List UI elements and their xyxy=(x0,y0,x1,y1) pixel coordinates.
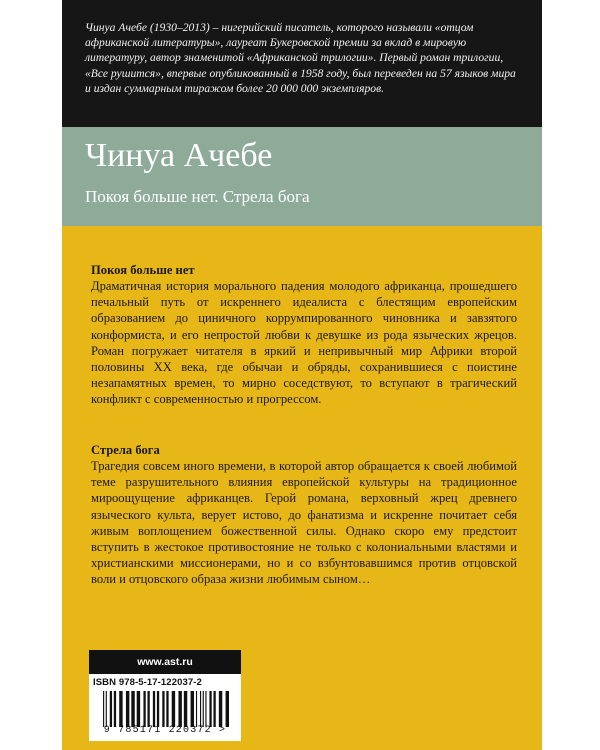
barcode-bar xyxy=(137,691,140,727)
barcode-bar xyxy=(162,691,164,727)
barcode-bar xyxy=(200,691,201,727)
isbn-text: ISBN 978-5-17-122037-2 xyxy=(93,677,202,688)
annotation-band xyxy=(62,226,542,750)
barcode-bar xyxy=(119,691,122,727)
barcode-bar xyxy=(226,691,229,727)
barcode-bar xyxy=(110,691,112,727)
section-body-strela: Трагедия совсем иного времени, в которой автор обращается к своей любимой теме разрушительного влияния европейской культуры на традиционное мироощущение африканцев. Герой романа, верховный жрец древнего языческого культа, верует истово, до фанатизма и искренне почитает себя живым воплощением божественной силы. Однако скоро ему предстоит вступить в жестокое противостояние не только с колониальными властями и христианскими миссионерами, но и со взбунтовавшимся против отцовской воли и отцовского образа жизни любимым сыном… xyxy=(91,459,517,587)
barcode-bar xyxy=(219,691,222,727)
book-titles: Покоя больше нет. Стрела бога xyxy=(85,187,310,206)
barcode-bar xyxy=(143,691,145,727)
barcode-bar xyxy=(103,691,104,727)
book-back-cover xyxy=(62,0,542,750)
isbn-barcode-box xyxy=(89,674,241,741)
barcode-bar xyxy=(126,691,129,727)
barcode-bar xyxy=(178,691,181,727)
section-heading-strela: Стрела бога xyxy=(91,443,160,457)
barcode-bar xyxy=(184,691,187,727)
barcode-bar xyxy=(209,691,211,727)
author-bio-band xyxy=(62,0,542,127)
barcode-bar xyxy=(191,691,194,727)
barcode-graphic xyxy=(99,691,235,727)
author-bio: Чинуа Ачебе (1930–2013) – нигерийский писатель, которого называли «отцом африканской литературы», лауреат Букеровской премии за вклад в мировую литературу, автор знаменитой «Африканской трилогии». Первый роман трилогии, «Все рушится», впервые опубликованный в 1958 году, был переведен на 57 языков мира и издан суммарным тиражом более 20 000 000 экземпляров. xyxy=(85,21,516,95)
barcode-digits: 9 785171 220372 > xyxy=(103,725,227,736)
section-heading-pokoya: Покоя больше нет xyxy=(91,263,195,277)
barcode-bar xyxy=(166,691,168,727)
section-body-pokoya: Драматичная история морального падения молодого африканца, прошедшего печальный путь от искреннего идеалиста с блестящим европейским образованием до циничного коррумпированного чиновника и завзятого конформиста, и его непростой любви к девушке из рода языческих жрецов. Роман погружает читателя в яркий и непривычный мир Африки второй половины XX века, где обычаи и обряды, сохранившиеся с поистине незапамятных времен, то мирно соседствуют, то вступают в трагический конфликт с современностью и прогрессом. xyxy=(91,279,517,407)
barcode-bar xyxy=(147,691,149,727)
barcode-bar xyxy=(131,691,134,727)
barcode-bar xyxy=(172,691,175,727)
barcode-bar xyxy=(203,691,204,727)
author-name: Чинуа Ачебе xyxy=(85,137,273,174)
barcode-bar xyxy=(106,691,107,727)
website-box xyxy=(89,650,241,674)
barcode-bar xyxy=(153,691,155,727)
barcode-bar xyxy=(157,691,159,727)
website-url[interactable]: www.ast.ru xyxy=(137,656,193,668)
barcode-bar xyxy=(114,691,116,727)
barcode-bar xyxy=(213,691,215,727)
barcode-bar xyxy=(205,691,206,727)
barcode-bar xyxy=(196,691,197,727)
